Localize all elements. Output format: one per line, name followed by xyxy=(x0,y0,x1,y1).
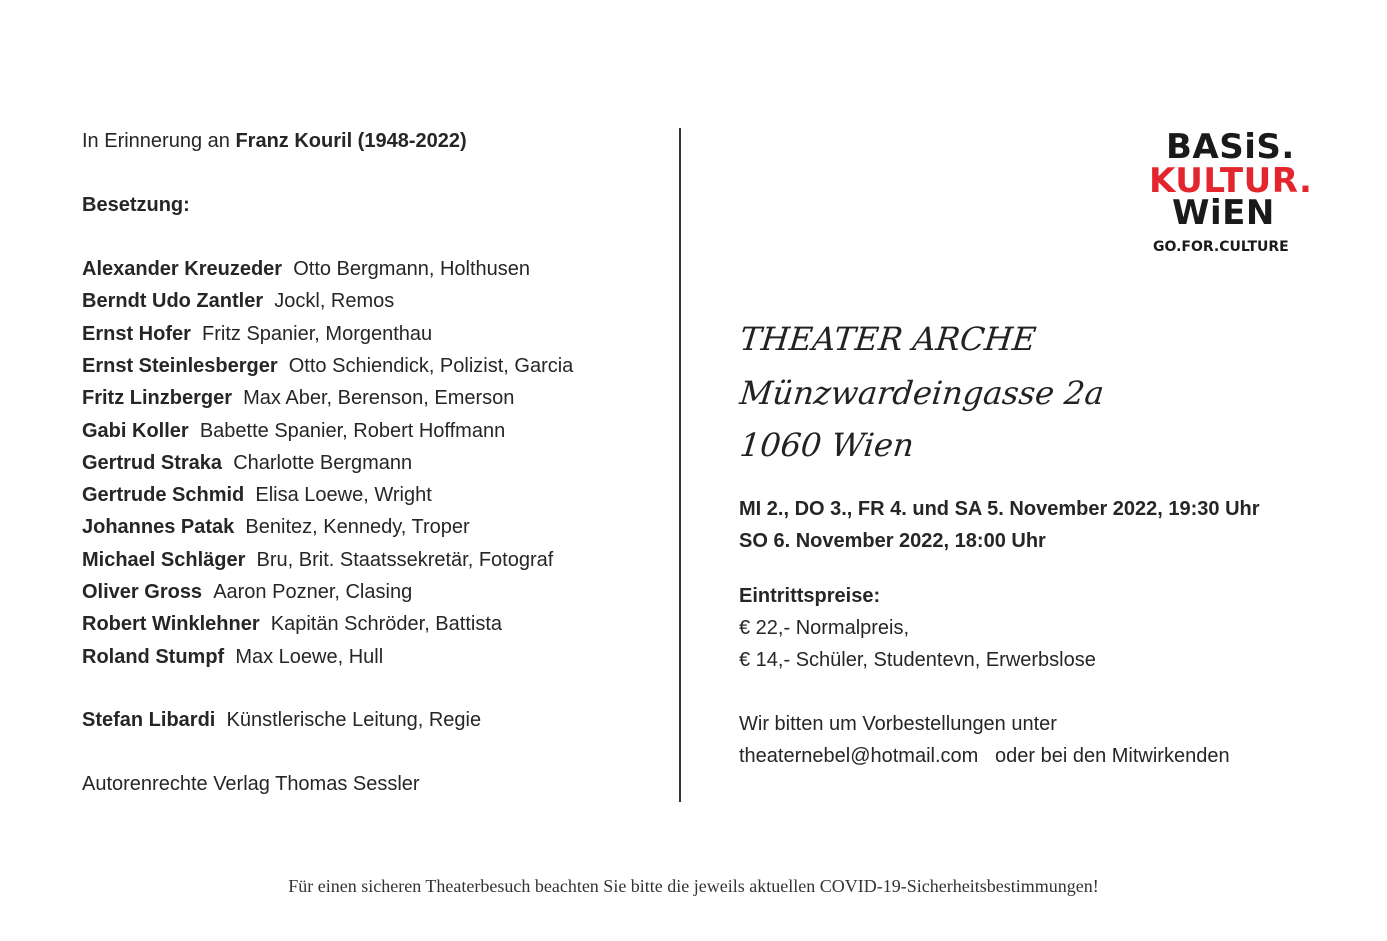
cast-actor: Berndt Udo Zantler xyxy=(82,290,264,313)
cast-roles: Fritz Spanier, Morgenthau xyxy=(202,322,433,345)
cast-roles: Max Loewe, Hull xyxy=(235,645,384,668)
performance-dates-1 xyxy=(739,497,1260,521)
cast-actor: Ernst Hofer xyxy=(82,322,191,345)
cast-row xyxy=(82,612,502,636)
venue-city: 1060 Wien xyxy=(738,426,916,464)
logo-line-wien: WiEN xyxy=(1172,193,1275,233)
logo-line-kultur: KULTUR. xyxy=(1149,161,1313,201)
rights-notice: Autorenrechte Verlag Thomas Sessler xyxy=(82,773,420,795)
cast-roles: Kapitän Schröder, Battista xyxy=(270,613,502,636)
memorial-prefix: In Erinnerung an xyxy=(82,130,230,152)
cast-roles: Max Aber, Berenson, Emerson xyxy=(243,387,515,410)
cast-roles: Benitez, Kennedy, Troper xyxy=(245,516,470,539)
director-name: Stefan Libardi xyxy=(82,709,216,731)
cast-actor: Oliver Gross xyxy=(82,581,203,603)
cast-row xyxy=(82,354,573,378)
venue-name: THEATER ARCHE xyxy=(738,320,1038,358)
cast-roles: Babette Spanier, Robert Hoffmann xyxy=(199,419,506,442)
memorial-name: Franz Kouril (1948-2022) xyxy=(235,130,467,152)
cast-row xyxy=(82,483,432,507)
cast-roles: Jockl, Remos xyxy=(274,290,395,313)
prices-heading xyxy=(739,584,880,608)
cast-actor: Ernst Steinlesberger xyxy=(82,354,278,377)
cast-actor: Alexander Kreuzeder xyxy=(82,258,283,280)
cast-actor: Robert Winklehner xyxy=(82,613,260,636)
director-line xyxy=(82,708,481,732)
cast-row xyxy=(82,289,394,313)
booking-line xyxy=(739,744,1230,768)
cast-row xyxy=(82,451,412,475)
column-divider xyxy=(679,128,681,802)
dates-line-2: SO 6. November 2022, 18:00 Uhr xyxy=(739,530,1046,552)
cast-actor: Johannes Patak xyxy=(82,516,235,539)
cast-actor: Gertrud Straka xyxy=(82,451,223,474)
cast-roles: Aaron Pozner, Clasing xyxy=(213,581,413,603)
cast-row xyxy=(82,645,383,669)
cast-actor: Roland Stumpf xyxy=(82,645,225,668)
cast-roles: Otto Schiendick, Polizist, Garcia xyxy=(288,354,574,377)
director-role: Künstlerische Leitung, Regie xyxy=(226,709,482,731)
price-reduced: € 14,- Schüler, Studentevn, Erwerbslose xyxy=(739,649,1096,671)
cast-roles: Elisa Loewe, Wright xyxy=(255,484,432,507)
venue-street: Münzwardeingasse 2a xyxy=(738,374,1106,412)
cast-actor: Gertrude Schmid xyxy=(82,484,245,507)
price-regular: € 22,- Normalpreis, xyxy=(739,617,910,639)
cast-row xyxy=(82,322,432,346)
cast-heading xyxy=(82,193,190,217)
cast-heading-text: Besetzung: xyxy=(82,194,190,216)
cast-row xyxy=(82,257,530,281)
cast-actor: Gabi Koller xyxy=(82,419,189,442)
logo-line-basis: BASiS. xyxy=(1166,127,1295,167)
cast-roles: Charlotte Bergmann xyxy=(233,451,413,474)
booking-text: Wir bitten um Vorbestellungen unter xyxy=(739,713,1057,735)
cast-row xyxy=(82,386,514,410)
cast-row xyxy=(82,580,412,604)
cast-actor: Michael Schläger xyxy=(82,548,246,571)
logo-tagline: GO.FOR.CULTURE xyxy=(1153,239,1289,255)
cast-roles: Bru, Brit. Staatssekretär, Fotograf xyxy=(256,548,554,571)
cast-row xyxy=(82,419,505,443)
prices-heading-text: Eintrittspreise: xyxy=(739,585,881,607)
cast-actor: Fritz Linzberger xyxy=(82,387,233,410)
performance-dates-2 xyxy=(739,529,1046,553)
dates-line-1: MI 2., DO 3., FR 4. und SA 5. November 2022, 19:30 Uhr xyxy=(739,498,1260,520)
cast-row xyxy=(82,548,553,572)
booking-alternative: oder bei den Mitwirkenden xyxy=(995,745,1230,767)
cast-row xyxy=(82,515,470,539)
booking-email[interactable]: theaternebel@hotmail.com xyxy=(739,745,979,767)
memorial-line xyxy=(82,129,467,153)
covid-notice: Für einen sicheren Theaterbesuch beachten Sie bitte die jeweils aktuellen COVID-19-Sicherheitsbestimmungen! xyxy=(288,876,1099,896)
cast-roles: Otto Bergmann, Holthusen xyxy=(293,258,530,280)
